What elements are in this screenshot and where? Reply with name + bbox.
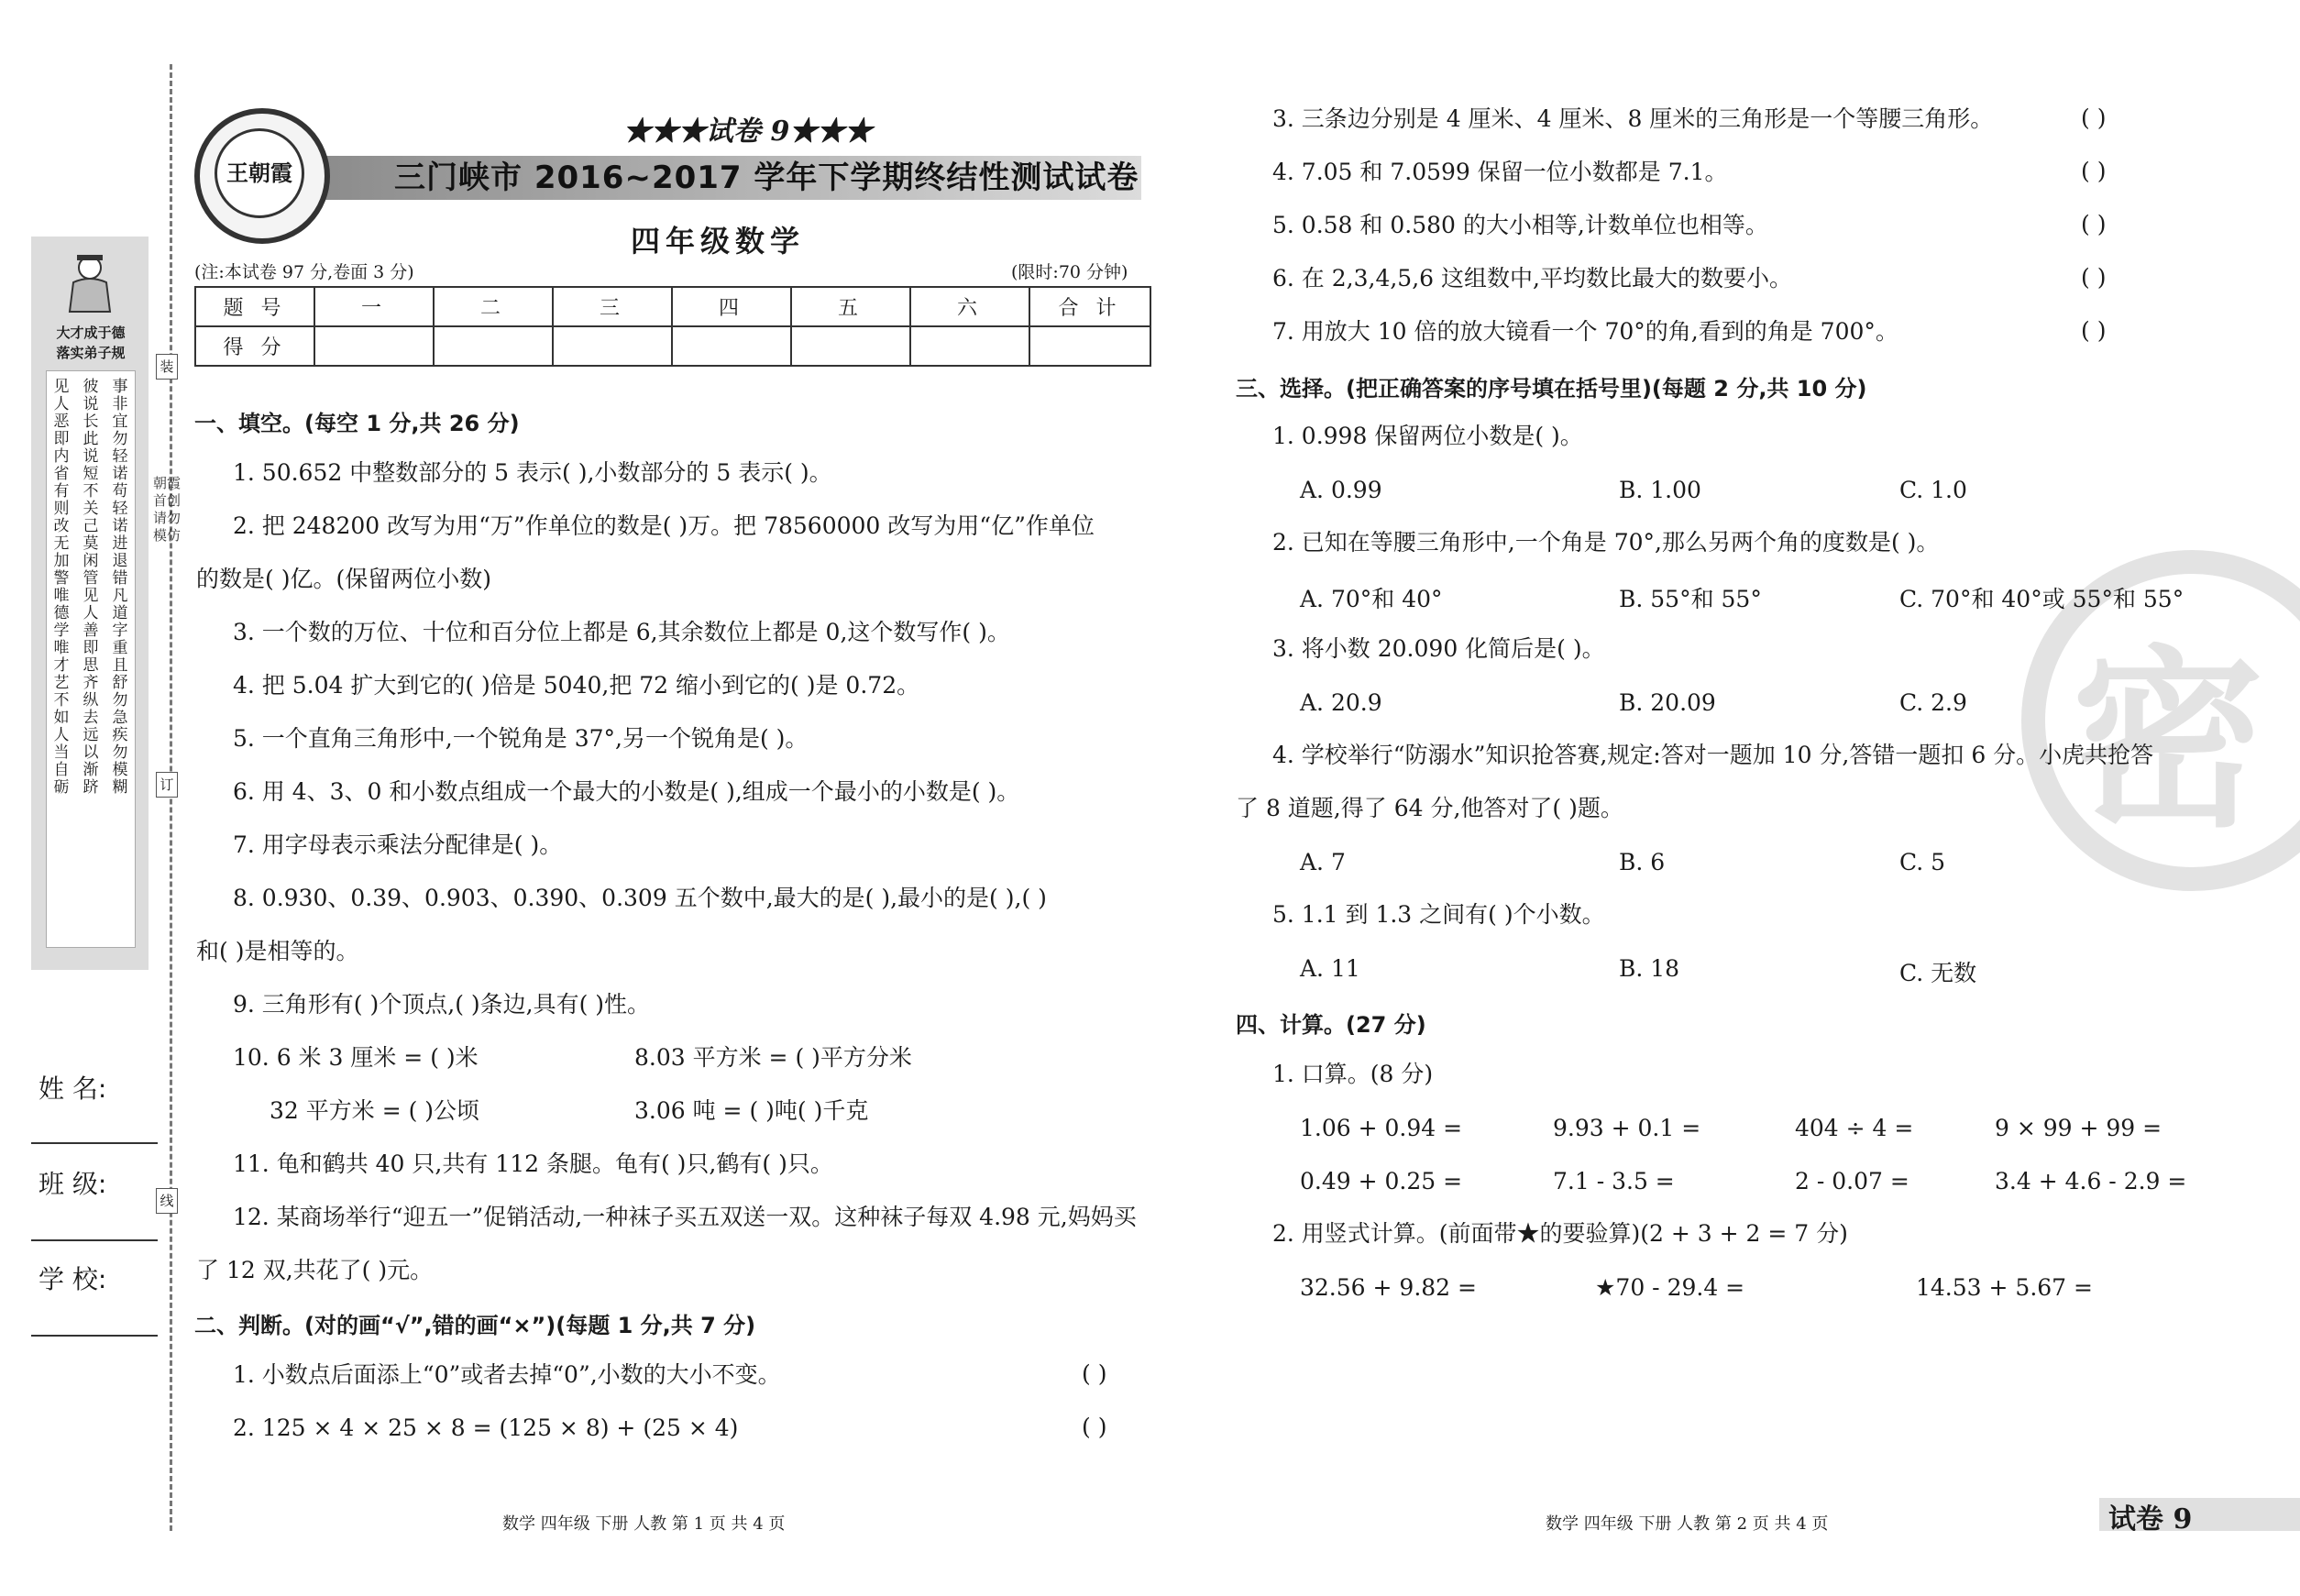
- school-field-line[interactable]: [31, 1335, 158, 1337]
- answer-paren[interactable]: ( ): [2081, 211, 2107, 237]
- corner-paper-tag: 试卷 9: [2108, 1503, 2193, 1535]
- judge-item: 3. 三条边分别是 4 厘米、4 厘米、8 厘米的三角形是一个等腰三角形。: [1272, 105, 1994, 132]
- motto-column-1: 见人恶即内省有则改无加警唯德学唯才艺不如人当自砺: [53, 378, 70, 797]
- choice-option-b[interactable]: B. 6: [1619, 849, 1666, 875]
- score-row-label: 得 分: [195, 326, 314, 366]
- subject-title: 四年级数学: [631, 224, 806, 259]
- choice-option-a[interactable]: A. 11: [1300, 955, 1360, 982]
- answer-paren[interactable]: ( ): [1082, 1360, 1107, 1387]
- score-header-cell: 六: [910, 287, 1029, 326]
- choice-question: 2. 已知在等腰三角形中,一个角是 70°,那么另两个角的度数是( )。: [1272, 529, 1940, 556]
- name-label: 姓 名:: [39, 1073, 107, 1104]
- score-header-cell: 合 计: [1029, 287, 1150, 326]
- question-line: 7. 用字母表示乘法分配律是( )。: [233, 831, 563, 858]
- question-line: 8.03 平方米 = ( )平方分米: [634, 1044, 912, 1071]
- score-header-cell: 三: [553, 287, 672, 326]
- choice-option-b[interactable]: B. 20.09: [1619, 689, 1716, 716]
- time-limit: (限时:70 分钟): [1011, 262, 1128, 282]
- subsection-title: 2. 用竖式计算。(前面带★的要验算)(2 + 3 + 2 = 7 分): [1272, 1220, 1848, 1247]
- choice-option-c[interactable]: C. 无数: [1899, 960, 1977, 986]
- motto-title-2: 落实弟子规: [56, 345, 126, 361]
- judge-item: 1. 小数点后面添上“0”或者去掉“0”,小数的大小不变。: [233, 1361, 781, 1388]
- answer-paren[interactable]: ( ): [2081, 158, 2107, 184]
- score-cell[interactable]: [314, 326, 434, 366]
- oral-calc-item: 3.4 + 4.6 - 2.9 =: [1995, 1168, 2187, 1194]
- question-line: 了 12 双,共花了( )元。: [196, 1257, 434, 1283]
- choice-option-a[interactable]: A. 20.9: [1300, 689, 1382, 716]
- score-cell[interactable]: [553, 326, 672, 366]
- score-table: [194, 286, 1151, 367]
- question-line: 1. 50.652 中整数部分的 5 表示( ),小数部分的 5 表示( )。: [233, 459, 832, 486]
- class-label: 班 级:: [39, 1169, 107, 1199]
- choice-question: 3. 将小数 20.090 化简后是( )。: [1272, 635, 1605, 662]
- choice-option-b[interactable]: B. 18: [1619, 955, 1680, 982]
- answer-paren[interactable]: ( ): [2081, 317, 2107, 344]
- motto-text-box: [46, 370, 136, 948]
- confidential-watermark: 密: [2072, 629, 2265, 853]
- question-line: 9. 三角形有( )个顶点,( )条边,具有( )性。: [233, 991, 651, 1018]
- score-header-cell: 五: [791, 287, 910, 326]
- question-line: 3.06 吨 = ( )吨( )千克: [634, 1097, 869, 1124]
- sidebar-motto-panel: [31, 237, 149, 970]
- class-field-line[interactable]: [31, 1239, 158, 1241]
- oral-calc-item: 404 ÷ 4 =: [1795, 1115, 1914, 1141]
- judge-item: 2. 125 × 4 × 25 × 8 = (125 × 8) + (25 × 4): [233, 1414, 739, 1441]
- question-line: 的数是( )亿。(保留两位小数): [196, 566, 491, 592]
- exam-title: 三门峡市 2016~2017 学年下学期终结性测试试卷: [394, 160, 1139, 196]
- motto-title-1: 大才成于德: [56, 325, 126, 341]
- motto-column-3: 事非宜勿轻诺苟轻诺进退错凡道字重且舒勿急疾勿模糊: [112, 378, 128, 797]
- score-header-cell: 一: [314, 287, 434, 326]
- choice-option-b[interactable]: B. 55°和 55°: [1619, 586, 1762, 612]
- question-line: 3. 一个数的万位、十位和百分位上都是 6,其余数位上都是 0,这个数写作( )。: [233, 619, 1010, 645]
- publisher-logo: [194, 108, 330, 244]
- score-cell[interactable]: [791, 326, 910, 366]
- binding-mark-bottom: 线: [156, 1188, 178, 1214]
- judge-item: 4. 7.05 和 7.0599 保留一位小数都是 7.1。: [1272, 159, 1728, 185]
- choice-question: 5. 1.1 到 1.3 之间有( )个小数。: [1272, 901, 1605, 928]
- paper-number: ★★★试卷 9★★★: [623, 116, 873, 148]
- oral-calc-item: 7.1 - 3.5 =: [1553, 1168, 1675, 1194]
- choice-question: 了 8 道题,得了 64 分,他答对了( )题。: [1236, 795, 1623, 821]
- choice-option-c[interactable]: C. 2.9: [1899, 689, 1967, 716]
- subsection-title: 1. 口算。(8 分): [1272, 1061, 1434, 1087]
- choice-option-a[interactable]: A. 7: [1300, 849, 1346, 875]
- score-header-cell: 题 号: [195, 287, 314, 326]
- answer-paren[interactable]: ( ): [2081, 105, 2107, 131]
- choice-option-a[interactable]: A. 0.99: [1300, 477, 1382, 503]
- judge-item: 7. 用放大 10 倍的放大镜看一个 70°的角,看到的角是 700°。: [1272, 318, 1898, 345]
- oral-calc-item: 1.06 + 0.94 =: [1300, 1115, 1463, 1141]
- score-header-cell: 二: [434, 287, 553, 326]
- score-cell[interactable]: [910, 326, 1029, 366]
- binding-notice: 朝霞首创 请勿模仿: [152, 475, 181, 544]
- score-table-header-row: [195, 287, 1150, 326]
- logo-text: 王朝霞: [226, 160, 292, 186]
- motto-column-2: 彼说长此说短不关己莫闲管见人善即思齐纵去远以渐跻: [83, 378, 99, 797]
- question-line: 和( )是相等的。: [196, 938, 359, 964]
- question-line: 32 平方米 = ( )公顷: [270, 1097, 480, 1124]
- question-line: 2. 把 248200 改写为用“万”作单位的数是( )万。把 78560000 改写为用“亿”作单位: [233, 512, 1095, 539]
- page-footer-left: 数学 四年级 下册 人教 第 1 页 共 4 页: [502, 1514, 786, 1534]
- choice-question: 4. 学校举行“防溺水”知识抢答赛,规定:答对一题加 10 分,答错一题扣 6 分。小虎共抢答: [1272, 742, 2154, 768]
- answer-paren[interactable]: ( ): [2081, 264, 2107, 291]
- question-line: 5. 一个直角三角形中,一个锐角是 37°,另一个锐角是( )。: [233, 725, 809, 752]
- binding-mark-middle: 订: [156, 772, 178, 798]
- name-field-line[interactable]: [31, 1142, 158, 1144]
- score-header-cell: 四: [672, 287, 791, 326]
- answer-paren[interactable]: ( ): [1082, 1414, 1107, 1440]
- score-cell[interactable]: [672, 326, 791, 366]
- choice-option-c[interactable]: C. 70°和 40°或 55°和 55°: [1899, 586, 2184, 612]
- binding-dashed-line: [170, 64, 172, 1531]
- oral-calc-item: 0.49 + 0.25 =: [1300, 1168, 1463, 1194]
- scholar-illustration: [66, 251, 114, 315]
- judge-item: 6. 在 2,3,4,5,6 这组数中,平均数比最大的数要小。: [1272, 265, 1792, 292]
- score-table-score-row: [195, 326, 1150, 366]
- choice-question: 1. 0.998 保留两位小数是( )。: [1272, 423, 1583, 449]
- vertical-calc-item: 32.56 + 9.82 =: [1300, 1274, 1477, 1301]
- oral-calc-item: 9 × 99 + 99 =: [1995, 1115, 2162, 1141]
- section1-title: 一、填空。(每空 1 分,共 26 分): [194, 411, 520, 436]
- question-line: 8. 0.930、0.39、0.903、0.390、0.309 五个数中,最大的是( ),最小的是( ),( ): [233, 885, 1047, 911]
- score-cell[interactable]: [434, 326, 553, 366]
- binding-mark-top: 装: [156, 354, 178, 380]
- oral-calc-item: 9.93 + 0.1 =: [1553, 1115, 1701, 1141]
- page-footer-right: 数学 四年级 下册 人教 第 2 页 共 4 页: [1546, 1514, 1829, 1534]
- question-line: 11. 龟和鹤共 40 只,共有 112 条腿。龟有( )只,鹤有( )只。: [233, 1150, 833, 1177]
- question-line: 12. 某商场举行“迎五一”促销活动,一种袜子买五双送一双。这种袜子每双 4.98 元,妈妈买: [233, 1204, 1137, 1230]
- school-label: 学 校:: [39, 1264, 107, 1294]
- exam-note: (注:本试卷 97 分,卷面 3 分): [194, 262, 414, 282]
- section2-title: 二、判断。(对的画“√”,错的画“×”)(每题 1 分,共 7 分): [194, 1313, 756, 1338]
- vertical-calc-item: 14.53 + 5.67 =: [1916, 1274, 2093, 1301]
- score-cell[interactable]: [1029, 326, 1150, 366]
- question-line: 4. 把 5.04 扩大到它的( )倍是 5040,把 72 缩小到它的( )是 0.72。: [233, 672, 920, 699]
- choice-option-a[interactable]: A. 70°和 40°: [1300, 586, 1443, 612]
- choice-option-c[interactable]: C. 5: [1899, 849, 1946, 875]
- choice-option-c[interactable]: C. 1.0: [1899, 477, 1967, 503]
- section3-title: 三、选择。(把正确答案的序号填在括号里)(每题 2 分,共 10 分): [1236, 376, 1867, 402]
- oral-calc-item: 2 - 0.07 =: [1795, 1168, 1909, 1194]
- question-line: 6. 用 4、3、0 和小数点组成一个最大的小数是( ),组成一个最小的小数是( )。: [233, 778, 1020, 805]
- judge-item: 5. 0.58 和 0.580 的大小相等,计数单位也相等。: [1272, 212, 1768, 238]
- choice-option-b[interactable]: B. 1.00: [1619, 477, 1701, 503]
- question-line: 10. 6 米 3 厘米 = ( )米: [233, 1044, 479, 1071]
- vertical-calc-item: ★70 - 29.4 =: [1595, 1274, 1745, 1301]
- section4-title: 四、计算。(27 分): [1236, 1012, 1426, 1038]
